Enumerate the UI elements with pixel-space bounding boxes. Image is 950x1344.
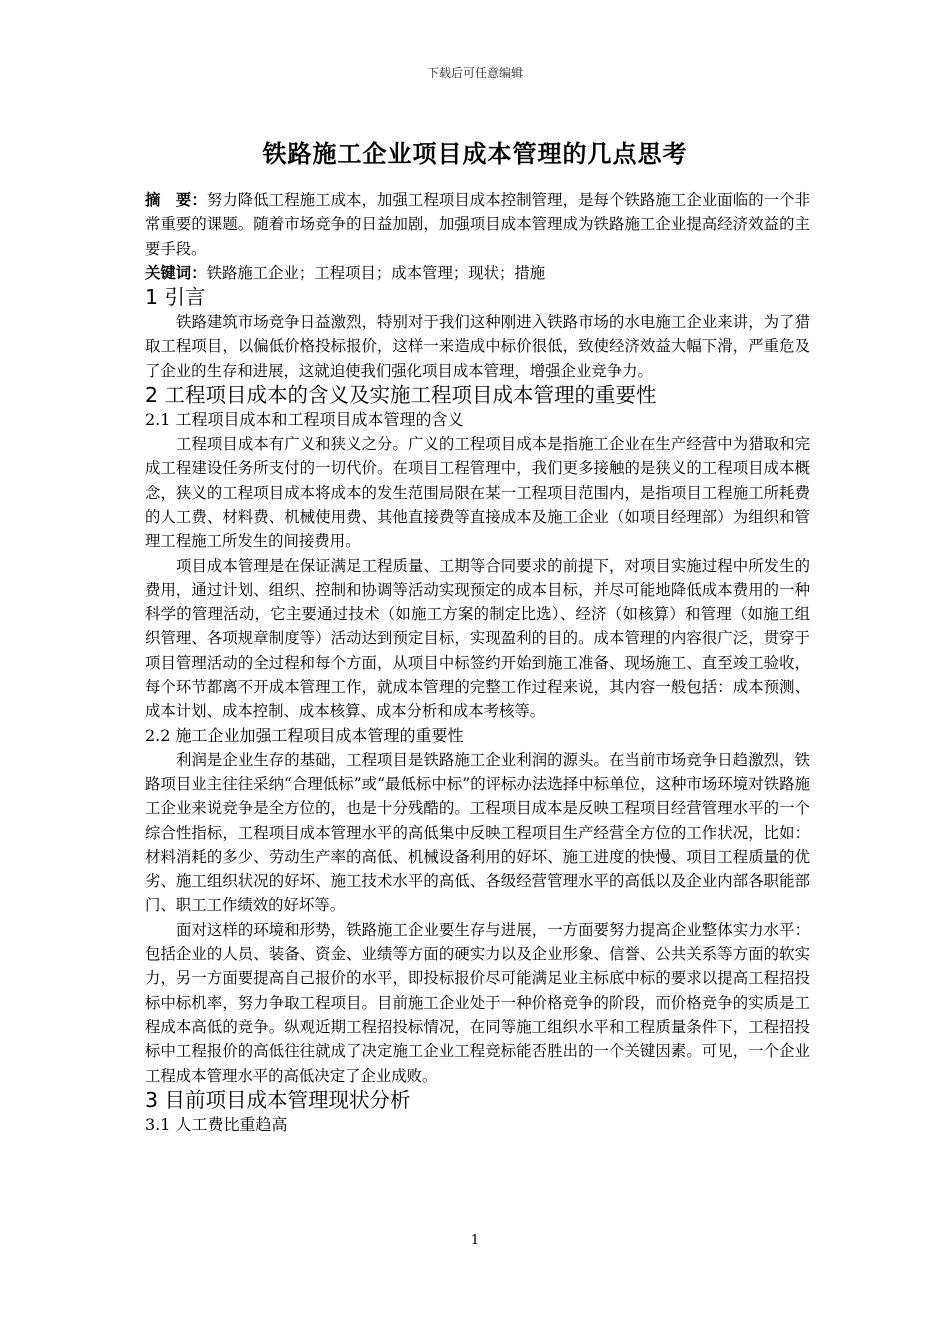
keywords-label: 关键词： bbox=[145, 263, 207, 282]
document-title: 铁路施工企业项目成本管理的几点思考 bbox=[262, 140, 688, 168]
section-1-paragraph: 铁路建筑市场竞争日益激烈，特别对于我们这种刚进入铁路市场的水电施工企业来讲，为了猎取工程项目，以偏低价格投标报价，这样一来造成中标价很低，致使经济效益大幅下滑，严重危及了企业的生存和进展，这就迫使我们强化项目成本管理，增强企业竞争力。 bbox=[145, 313, 810, 380]
section-2-2-paragraph-2: 面对这样的环境和形势，铁路施工企业要生存与进展，一方面要努力提高企业整体实力水平：包括企业的人员、装备、资金、业绩等方面的硬实力以及企业形象、信誉、公共关系等方面的软实力，另一方面要提高自己报价的水平，即投标报价尽可能满足业主标底中标的要求以提高工程招投标中标机率，努力争取工程项目。目前施工企业处于一种价格竞争的阶段，而价格竞争的实质是工程成本高低的竞争。纵观近期工程招投标情况，在同等施工组织水平和工程质量条件下，工程招投标中工程报价的高低往往就成了决定施工企业工程竞标能否胜出的一个关键因素。可见，一个企业工程成本管理水平的高低决定了企业成败。 bbox=[145, 920, 810, 1085]
section-heading-2: 2 工程项目成本的含义及实施工程项目成本管理的重要性 bbox=[145, 383, 657, 408]
abstract-text: 努力降低工程施工成本，加强工程项目成本控制管理，是每个铁路施工企业面临的一个非常重要的课题。随着市场竞争的日益加剧，加强项目成本管理成为铁路施工企业提高经济效益的主要手段。 bbox=[145, 191, 810, 258]
section-2-1-paragraph-2: 项目成本管理是在保证满足工程质量、工期等合同要求的前提下，对项目实施过程中所发生的费用，通过计划、组织、控制和协调等活动实现预定的成本目标，并尽可能地降低成本费用的一种科学的管理活动，它主要通过技术（如施工方案的制定比选）、经济（如核算）和管理（如施工组织管理、各项规章制度等）活动达到预定目标，实现盈利的目的。成本管理的内容很广泛，贯穿于项目管理活动的全过程和每个方面，从项目中标签约开始到施工准备、现场施工、直至竣工验收，每个环节都离不开成本管理工作，就成本管理的完整工作过程来说，其内容一般包括：成本预测、成本计划、成本控制、成本核算、成本分析和成本考核等。 bbox=[145, 556, 810, 721]
section-2-2-paragraph-1: 利润是企业生存的基础，工程项目是铁路施工企业利润的源头。在当前市场竞争日趋激烈，铁路项目业主往往采纳“合理低标”或“最低标中标”的评标办法选择中标单位，这种市场环境对铁路施工企业来说竞争是全方位的，也是十分残酷的。工程项目成本是反映工程项目经营管理水平的一个综合性指标，工程项目成本管理水平的高低集中反映工程项目生产经营全方位的工作状况，比如：材料消耗的多少、劳动生产率的高低、机械设备利用的好坏、施工进度的快慢、项目工程质量的优劣、施工组织状况的好坏、施工技术水平的高低、各级经营管理水平的高低以及企业内部各职能部门、职工工作绩效的好坏等。 bbox=[145, 750, 810, 915]
abstract bbox=[145, 188, 810, 261]
subsection-heading-3-1: 3.1 人工费比重趋高 bbox=[145, 1114, 288, 1134]
section-heading-3: 3 目前项目成本管理现状分析 bbox=[145, 1087, 411, 1112]
subsection-heading-2-1: 2.1 工程项目成本和工程项目成本管理的含义 bbox=[145, 410, 464, 430]
page-number: 1 bbox=[470, 1233, 480, 1248]
abstract-label: 摘 要： bbox=[145, 191, 207, 209]
page-header: 下载后可任意编辑 bbox=[426, 66, 523, 80]
keywords bbox=[145, 261, 810, 285]
document-body bbox=[145, 188, 810, 1137]
section-2-1-paragraph-1: 工程项目成本有广义和狭义之分。广义的工程项目成本是指施工企业在生产经营中为猎取和完成工程建设任务所支付的一切代价。在项目工程管理中，我们更多接触的是狭义的工程项目成本概念，狭义的工程项目成本将成本的发生范围局限在某一工程项目范围内，是指项目工程施工所耗费的人工费、材料费、机械使用费、其他直接费等直接成本及施工企业（如项目经理部）为组织和管理工程施工所发生的间接费用。 bbox=[145, 435, 810, 551]
subsection-heading-2-2: 2.2 施工企业加强工程项目成本管理的重要性 bbox=[145, 725, 464, 745]
section-heading-1: 1 引言 bbox=[145, 285, 206, 310]
keywords-text: 铁路施工企业；工程项目；成本管理；现状；措施 bbox=[206, 263, 546, 282]
